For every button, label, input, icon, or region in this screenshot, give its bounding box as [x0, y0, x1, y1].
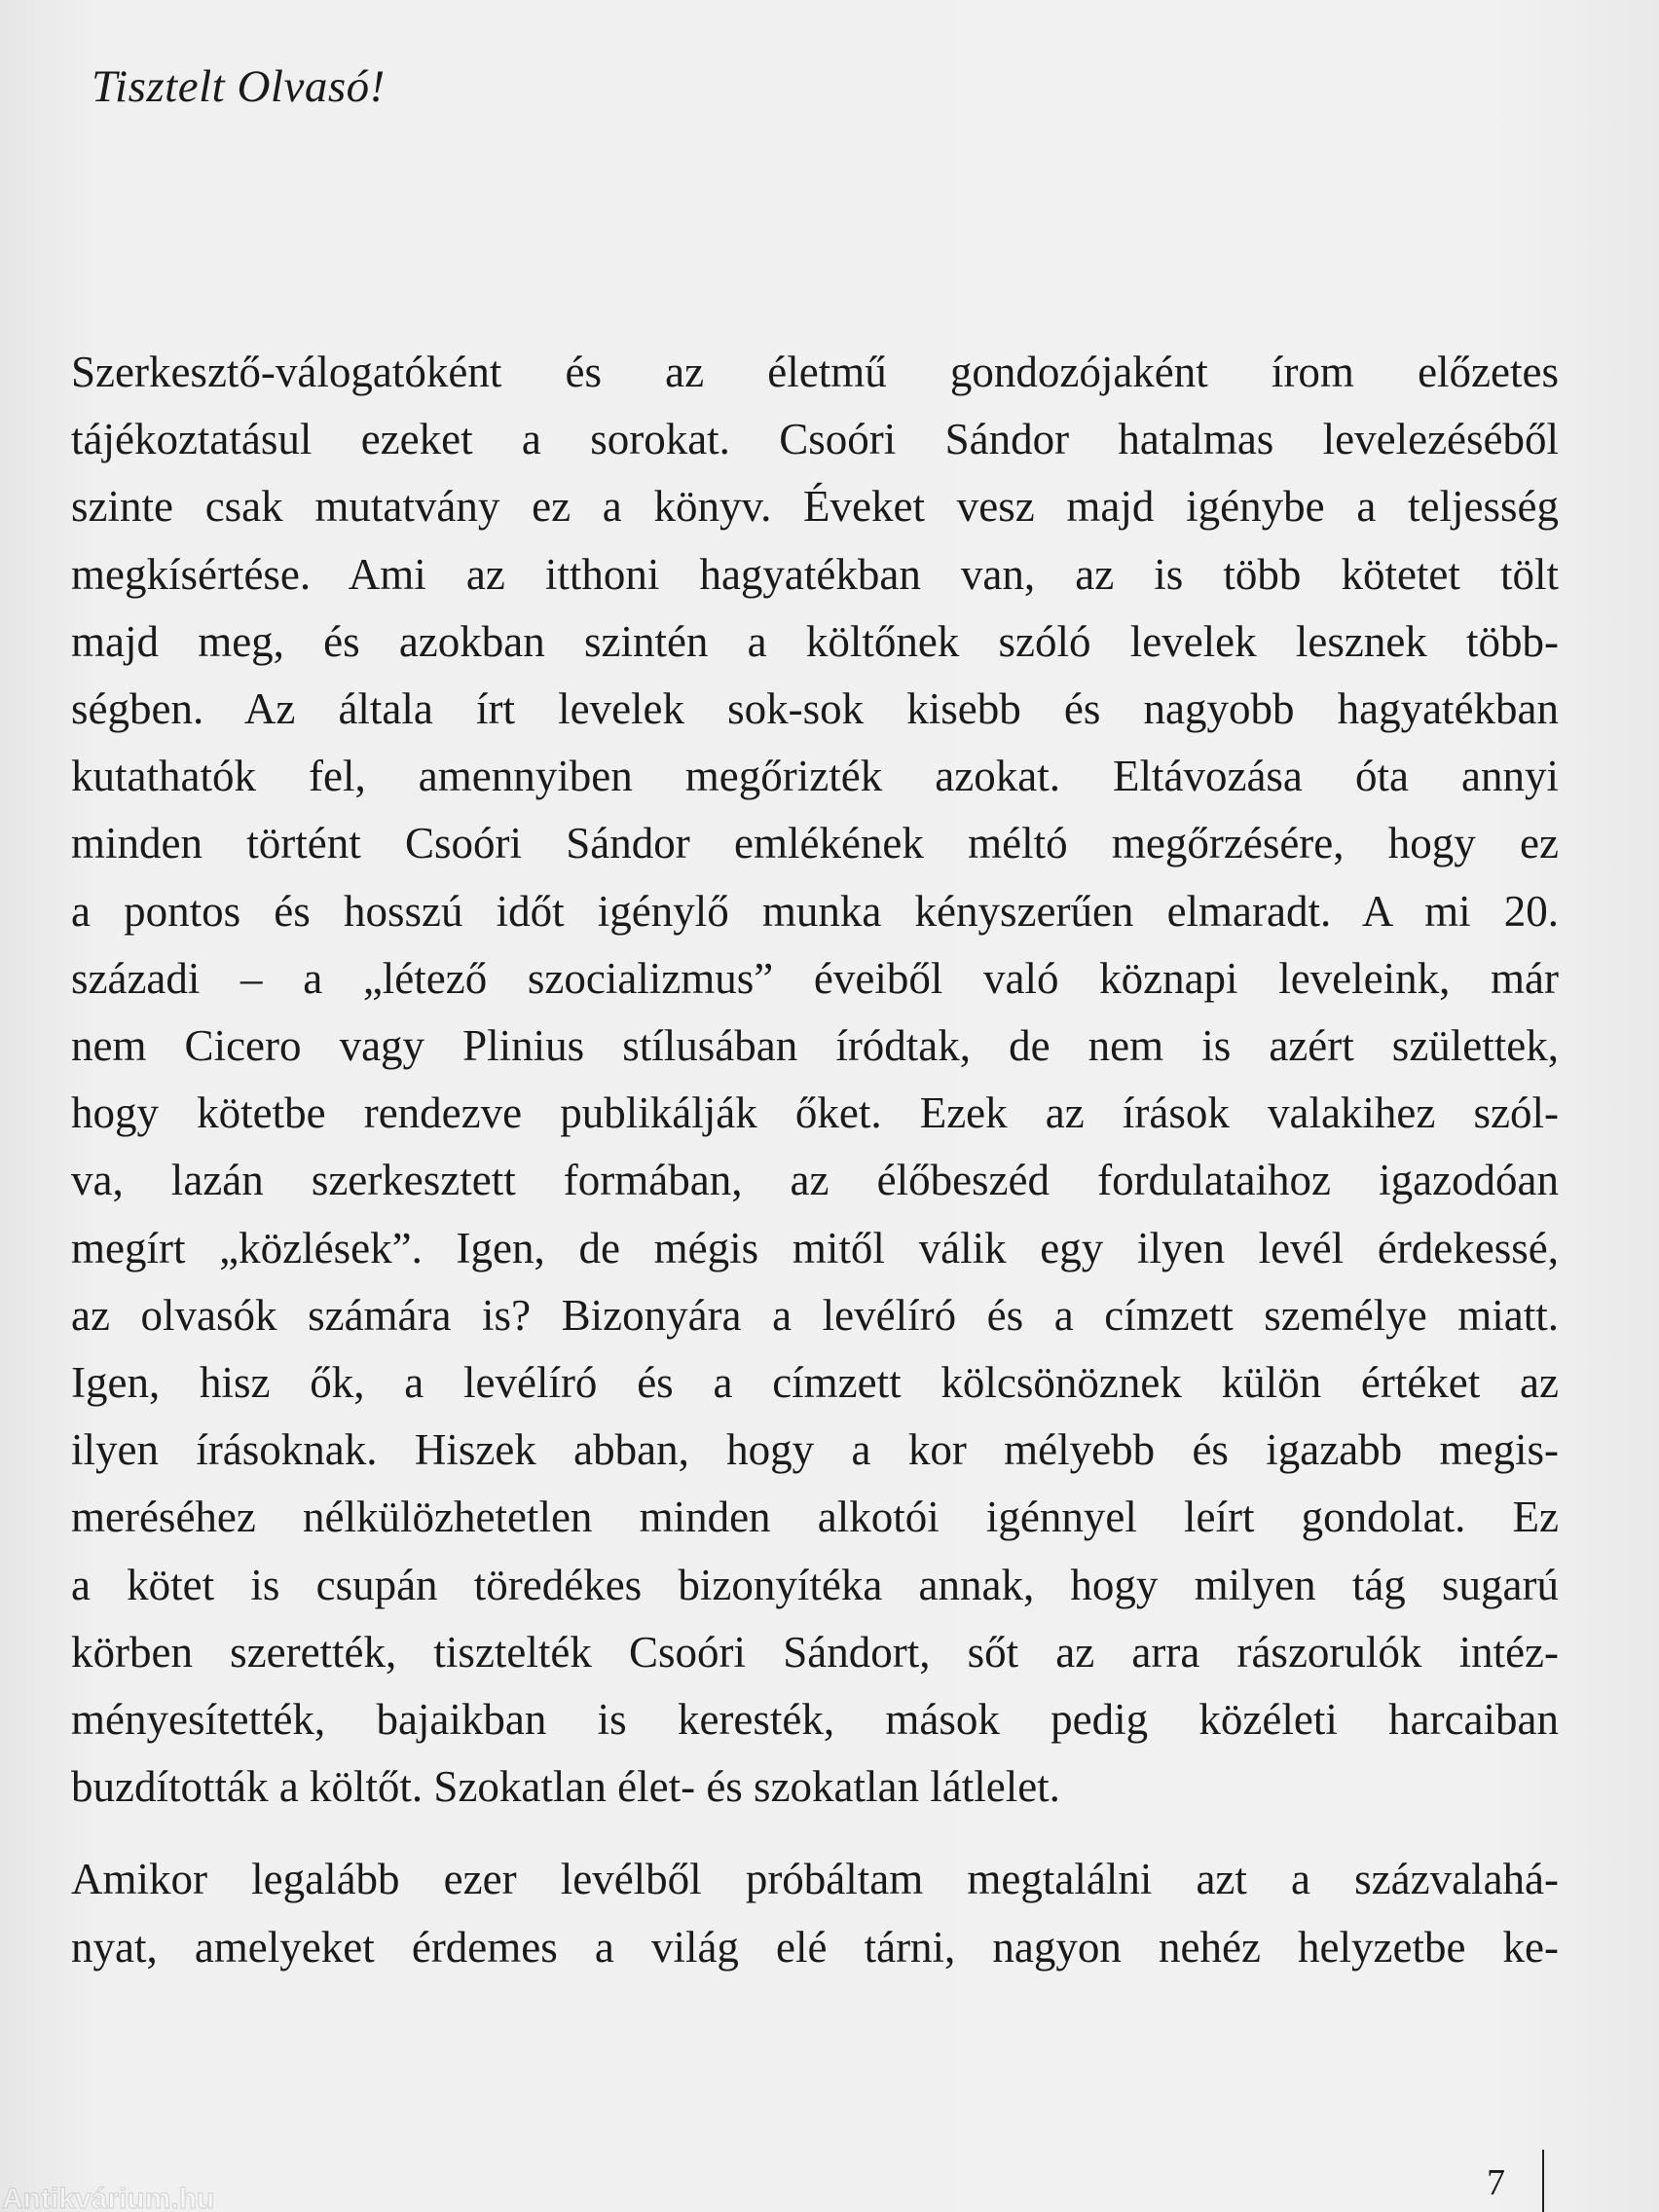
text-line: ilyen írásoknak. Hiszek abban, hogy a kor mélyebb és igazabb megis-	[71, 1425, 1559, 1475]
body-text	[71, 339, 1559, 1981]
watermark-logo	[0, 2179, 370, 2212]
paragraph-1	[71, 339, 1559, 1821]
text-line: meréséhez nélkülözhetetlen minden alkotói igénnyel leírt gondolat. Ez	[71, 1493, 1559, 1542]
text-line: hogy kötetbe rendezve publikálják őket. Ezek az írások valakihez szól-	[71, 1088, 1559, 1138]
watermark-text: Antikvárium.hu	[2, 2183, 215, 2212]
page-heading: Tisztelt Olvasó!	[92, 61, 386, 112]
text-line: Igen, hisz ők, a levélíró és a címzett kölcsönöznek külön értéket az	[71, 1358, 1559, 1408]
text-line: minden történt Csoóri Sándor emlékének méltó megőrzésére, hogy ez	[71, 819, 1559, 868]
text-line: ségben. Az általa írt levelek sok-sok kisebb és nagyobb hagyatékban	[71, 684, 1559, 734]
page-number: 7	[1487, 2162, 1505, 2203]
text-line: ményesítették, bajaikban is keresték, mások pedig közéleti harcaiban	[71, 1695, 1559, 1745]
text-line: nyat, amelyeket érdemes a világ elé tárni, nagyon nehéz helyzetbe ke-	[71, 1922, 1559, 1972]
text-line: buzdították a költőt. Szokatlan élet- és szokatlan látlelet.	[71, 1762, 1060, 1812]
text-line: az olvasók számára is? Bizonyára a levélíró és a címzett személye miatt.	[71, 1290, 1559, 1340]
paragraph-2	[71, 1846, 1559, 1980]
text-line: a pontos és hosszú időt igénylő munka kényszerűen elmaradt. A mi 20.	[71, 886, 1559, 936]
text-line: majd meg, és azokban szintén a költőnek szóló levelek lesznek több-	[71, 616, 1559, 666]
text-line: va, lazán szerkesztett formában, az élőbeszéd fordulataihoz igazodóan	[71, 1156, 1559, 1205]
margin-rule	[1542, 2150, 1544, 2212]
text-line: kutathatók fel, amennyiben megőrizték azokat. Eltávozása óta annyi	[71, 752, 1559, 801]
text-line: megírt „közlések”. Igen, de mégis mitől válik egy ilyen levél érdekessé,	[71, 1223, 1559, 1272]
text-line: a kötet is csupán töredékes bizonyítéka annak, hogy milyen tág sugarú	[71, 1560, 1559, 1609]
text-line: megkísértése. Ami az itthoni hagyatékban van, az is több kötetet tölt	[71, 549, 1559, 599]
text-line: nem Cicero vagy Plinius stílusában íródtak, de nem is azért születtek,	[71, 1021, 1559, 1071]
text-line: Amikor legalább ezer levélből próbáltam megtalálni azt a százvalahá-	[71, 1855, 1559, 1904]
text-line: Szerkesztő-válogatóként és az életmű gondozójaként írom előzetes	[71, 348, 1559, 396]
text-line: tájékoztatásul ezeket a sorokat. Csoóri Sándor hatalmas levelezéséből	[71, 415, 1559, 464]
text-line: körben szerették, tisztelték Csoóri Sándort, sőt az arra rászorulók intéz-	[71, 1627, 1559, 1677]
text-line: szinte csak mutatvány ez a könyv. Éveket vesz majd igénybe a teljesség	[71, 482, 1559, 532]
text-line: századi – a „létező szocializmus” éveiből való köznapi leveleink, már	[71, 953, 1559, 1003]
